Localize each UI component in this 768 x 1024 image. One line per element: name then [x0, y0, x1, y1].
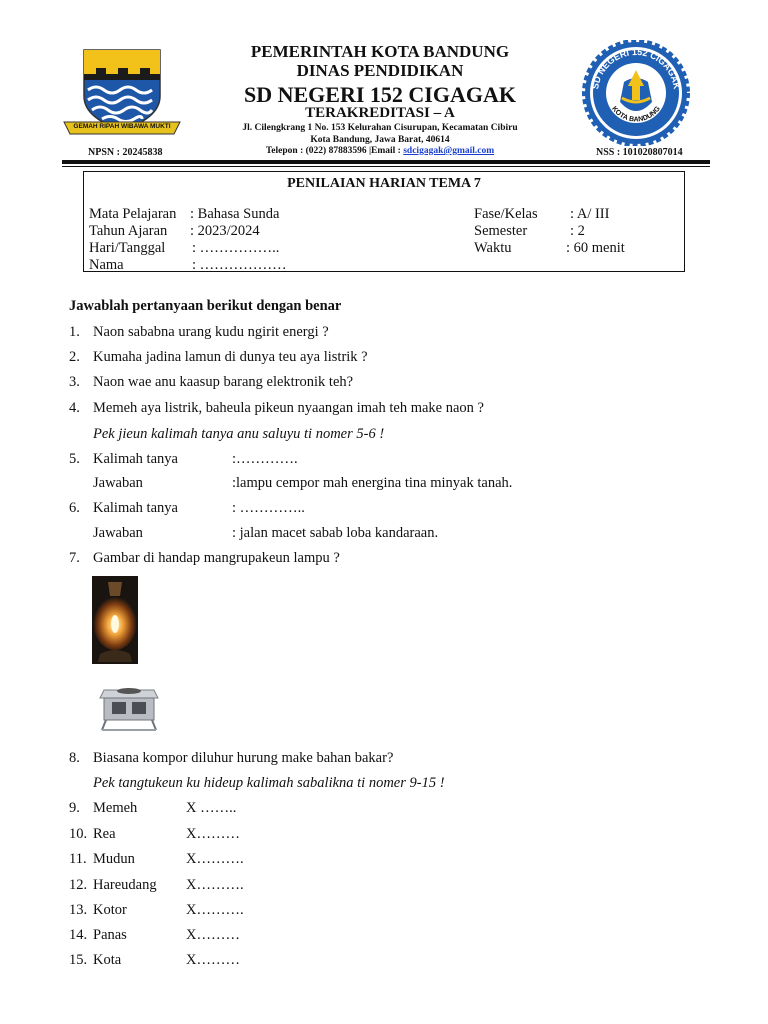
school-name: SD NEGERI 152 CIGAGAK [244, 82, 516, 107]
government-title: PEMERINTAH KOTA BANDUNG [250, 42, 510, 61]
q3-number: 3. [69, 374, 80, 390]
time-label: Waktu [474, 240, 512, 256]
q6-number: 6. [69, 500, 80, 516]
phase-value: : A/ III [570, 206, 610, 222]
day-label: Hari/Tanggal [89, 240, 166, 256]
day-value: : …………….. [192, 240, 280, 256]
antonym-word: Mudun [93, 851, 135, 867]
q5-number: 5. [69, 451, 80, 467]
oil-lamp-image [92, 576, 138, 664]
antonym-number: 14. [69, 927, 88, 943]
q5-label: Kalimah tanya [93, 451, 178, 467]
antonym-number: 12. [69, 877, 88, 893]
q3-text: Naon wae anu kaasup barang elektronik teh? [93, 374, 354, 390]
antonym-word: Hareudang [93, 877, 157, 893]
q5-blank: :…………. [232, 451, 298, 467]
q7-text: Gambar di handap mangrupakeun lampu ? [93, 550, 340, 566]
q1-text: Naon sababna urang kudu ngirit energi ? [93, 324, 329, 340]
antonym-number: 9. [69, 800, 80, 816]
q5-answer-label: Jawaban [93, 475, 143, 491]
q4-text: Memeh aya listrik, baheula pikeun nyaangan imah teh make naon ? [93, 400, 484, 416]
year-value: : 2023/2024 [190, 223, 260, 239]
q7-number: 7. [69, 550, 80, 566]
q5-answer: :lampu cempor mah energina tina minyak tanah. [232, 475, 513, 491]
contact-prefix: Telepon : (022) 87883596 |Email : [265, 146, 404, 156]
antonym-word: Kotor [93, 902, 127, 918]
antonym-blank: X………. [186, 877, 244, 893]
city-motto-banner: GEMAH RIPAH WIBAWA MUKTI [73, 123, 171, 130]
antonym-number: 10. [69, 826, 88, 842]
q2-number: 2. [69, 349, 80, 365]
antonym-number: 13. [69, 902, 88, 918]
antonym-blank: X………. [186, 851, 244, 867]
school-logo [582, 40, 690, 146]
q6-blank: : ………….. [232, 500, 305, 516]
q2-text: Kumaha jadina lamun di dunya teu aya listrik ? [93, 349, 368, 365]
assessment-info-box [83, 171, 685, 272]
q4-number: 4. [69, 400, 80, 416]
antonym-number: 11. [69, 851, 87, 867]
q6-label: Kalimah tanya [93, 500, 178, 516]
q6-answer-label: Jawaban [93, 525, 143, 541]
accreditation: TERAKREDITASI – A [305, 105, 455, 121]
svg-text:KOTA BANDUNG [610, 105, 662, 123]
address-line-1: Jl. Cilengkrang 1 No. 153 Kelurahan Cisurupan, Kecamatan Cibiru [242, 123, 518, 133]
instruction-5-6: Pek jieun kalimah tanya anu saluyu ti nomer 5-6 ! [93, 426, 385, 442]
nss: NSS : 101020807014 [596, 147, 683, 158]
antonym-number: 15. [69, 952, 88, 968]
q6-answer: : jalan macet sabab loba kandaraan. [232, 525, 439, 541]
npsn: NPSN : 20245838 [88, 147, 163, 158]
year-label: Tahun Ajaran [89, 223, 168, 239]
antonym-blank: X……… [186, 826, 240, 842]
kerosene-stove-image [98, 678, 160, 732]
antonym-word: Memeh [93, 800, 138, 816]
svg-text:SD NEGERI 152 CIGAGAK [590, 47, 682, 90]
semester-label: Semester [474, 223, 528, 239]
name-value: : ……………… [192, 257, 287, 273]
antonym-word: Rea [93, 826, 116, 842]
q8-text: Biasana kompor diluhur hurung make bahan bakar? [93, 750, 394, 766]
antonym-word: Kota [93, 952, 122, 968]
antonym-blank: X……… [186, 952, 240, 968]
phase-label: Fase/Kelas [474, 206, 538, 222]
q8-number: 8. [69, 750, 80, 766]
header-rule-thick [62, 160, 710, 164]
name-label: Nama [89, 257, 124, 273]
bandung-city-logo [62, 44, 182, 140]
time-value: : 60 menit [566, 240, 625, 256]
school-logo-text: SD NEGERI 152 CIGAGAK [590, 46, 682, 90]
subject-value: : Bahasa Sunda [190, 206, 280, 222]
instructions-heading: Jawablah pertanyaan berikut dengan benar [69, 298, 342, 314]
antonym-blank: X …….. [186, 800, 237, 816]
antonym-blank: X………. [186, 902, 244, 918]
semester-value: : 2 [570, 223, 585, 239]
department-title: DINAS PENDIDIKAN [296, 61, 464, 80]
email-link[interactable]: sdcigagak@gmail.com [403, 146, 495, 156]
contact-line [200, 145, 560, 157]
address-line-2: Kota Bandung, Jawa Barat, 40614 [310, 135, 450, 145]
antonym-word: Panas [93, 927, 127, 943]
subject-label: Mata Pelajaran [89, 206, 177, 222]
q1-number: 1. [69, 324, 80, 340]
instruction-9-15: Pek tangtukeun ku hideup kalimah sabalikna ti nomer 9-15 ! [93, 775, 445, 791]
school-logo-subtext: KOTA BANDUNG [610, 105, 662, 124]
antonym-blank: X……… [186, 927, 240, 943]
header-rule-thin [62, 166, 710, 167]
assessment-title: PENILAIAN HARIAN TEMA 7 [287, 176, 481, 191]
